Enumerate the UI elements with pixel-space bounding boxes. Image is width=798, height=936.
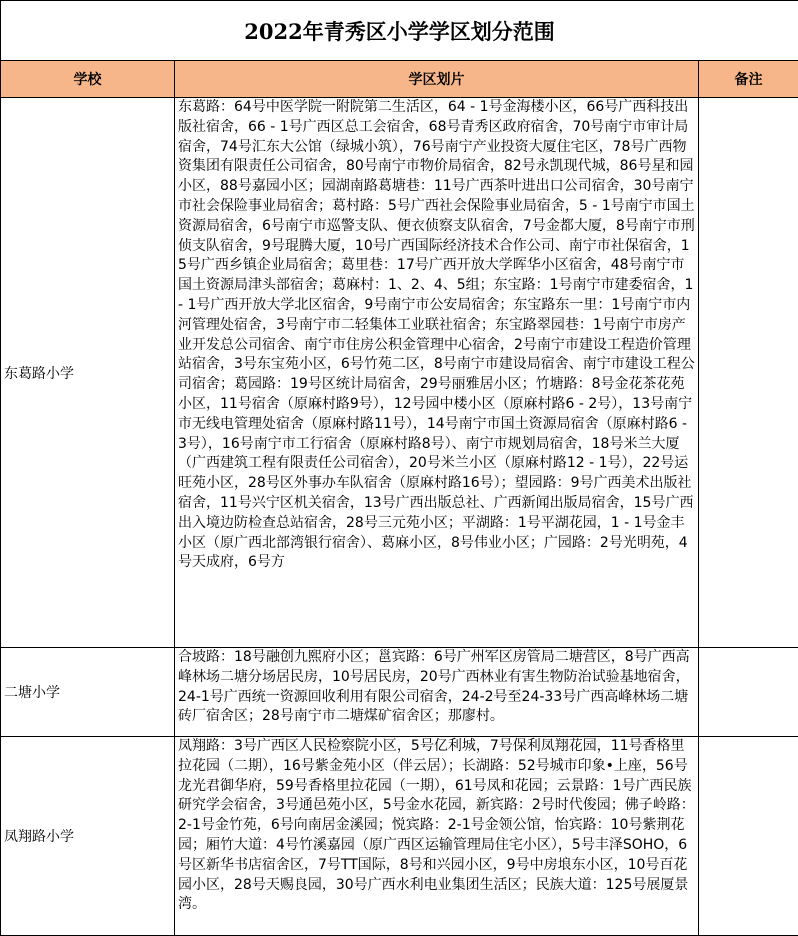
table-row [1, 737, 798, 936]
header-school: 学校 [1, 61, 175, 98]
note-cell [699, 648, 798, 737]
district-text [175, 98, 699, 648]
table-title: 2022年青秀区小学学区划分范围 [1, 1, 798, 61]
district-text [175, 648, 699, 737]
header-district: 学区划片 [175, 61, 699, 98]
table-row [1, 648, 798, 737]
school-name: 凤翔路小学 [1, 737, 175, 936]
district-text-body: 凤翔路：3号广西区人民检察院小区，5号亿利城，7号保利凤翔花园，11号香格里拉花园（二期），16号紫金苑小区（伴云居）；长湖路：52号城市印象•上座，56号龙光君御华府，59号香格里拉花园（一期），61号凤和花园；云景路：1号广西民族研究学会宿舍，3号通邑苑小区，5号金水花园，新宾路：2号时代俊园；佛子岭路：2-1号金竹苑，6号向南居金溪园；悦宾路：2-1号金领公馆，怡宾路：10号紫荆花园；厢竹大道：4号竹溪嘉园（原广西区运输管理局住宅小区），5号丰泽SOHO，6号区新华书店宿舍区，7号TT国际，8号和兴园小区，9号中房埌东小区，10号百花园小区，28号天赐良园，30号广西水利电业集团生活区；民族大道：125号展厦景湾。 [178, 737, 695, 915]
district-text-body: 东葛路：64号中医学院一附院第二生活区，64 - 1号金海楼小区，66号广西科技出版社宿舍，66 - 1号广西区总工会宿舍，68号青秀区政府宿舍，70号南宁市审计局宿舍，74号汇东大公馆（绿城小筑），76号南宁产业投资大厦住宅区，78号广西物资集团有限责任公司宿舍，80号南宁市物价局宿舍，82号永凯现代城，86号星和园小区，88号嘉园小区；园湖南路葛塘巷：11号广西茶叶进出口公司宿舍，30号南宁市社会保险事业局宿舍；葛村路：5号广西社会保险事业局宿舍，5 - 1号南宁市国土资源局宿舍，6号南宁市巡警支队、便衣侦察支队宿舍，7号金都大厦，8号南宁市刑侦支队宿舍，9号琨腾大厦，10号广西国际经济技术合作公司、南宁市社保宿舍，15号广西乡镇企业局宿舍；葛里巷：17号广西开放大学晖华小区宿舍，48号南宁市国土资源局津头部宿舍；葛麻村：1、2、4、5组；东宝路：1号南宁市建委宿舍，1 - 1号广西开放大学北区宿舍，9号南宁市公安局宿舍；东宝路东一里：1号南宁市内河管理处宿舍，3号南宁市二轻集体工业联社宿舍；东宝路翠园巷：1号南宁市房产业开发总公司宿舍、南宁市住房公积金管理中心宿舍，2号南宁市建设工程造价管理站宿舍，3号东宝苑小区，6号竹苑二区，8号南宁市建设局宿舍、南宁市建设工程公司宿舍；葛园路：19号区统计局宿舍，29号丽雅居小区；竹塘路：8号金花茶花苑小区，11号宿舍（原麻村路9号），12号园中楼小区（原麻村路6 - 2号），13号南宁市无线电管理处宿舍（原麻村路11号），14号南宁市国土资源局宿舍（原麻村路6 - 3号），16号南宁市工行宿舍（原麻村路8号）、南宁市规划局宿舍，18号米兰大厦（广西建筑工程有限责任公司宿舍），20号米兰小区（原麻村路12 - 1号），22号运旺苑小区，28号区外事办车队宿舍（原麻村路16号）；望园路：9号广西美术出版社宿舍，11号兴宁区机关宿舍，13号广西出版总社、广西新闻出版局宿舍，15号广西出入境边防检查总站宿舍，28号三元苑小区；平湖路：1号平湖花园，1 - 1号金丰小区（原广西北部湾银行宿舍）、葛麻小区，8号伟业小区；广园路：2号光明苑，4号天成府，6号方 [178, 98, 695, 647]
table-row [1, 98, 798, 648]
district-text-body: 合坡路：18号融创九熙府小区；邕宾路：6号广州军区房管局二塘营区，8号广西高峰林场二塘分场居民房，10号居民房，20号广西林业有害生物防治试验基地宿舍，24-1号广西统一资源回收利用有限公司宿舍，24-2号至24-33号广西高峰林场二塘砖厂宿舍区；28号南宁市二塘煤矿宿舍区；那廖村。 [178, 648, 695, 727]
school-name: 二塘小学 [1, 648, 175, 737]
header-note: 备注 [699, 61, 798, 98]
note-cell [699, 98, 798, 648]
district-text [175, 737, 699, 936]
note-cell [699, 737, 798, 936]
school-name: 东葛路小学 [1, 98, 175, 648]
